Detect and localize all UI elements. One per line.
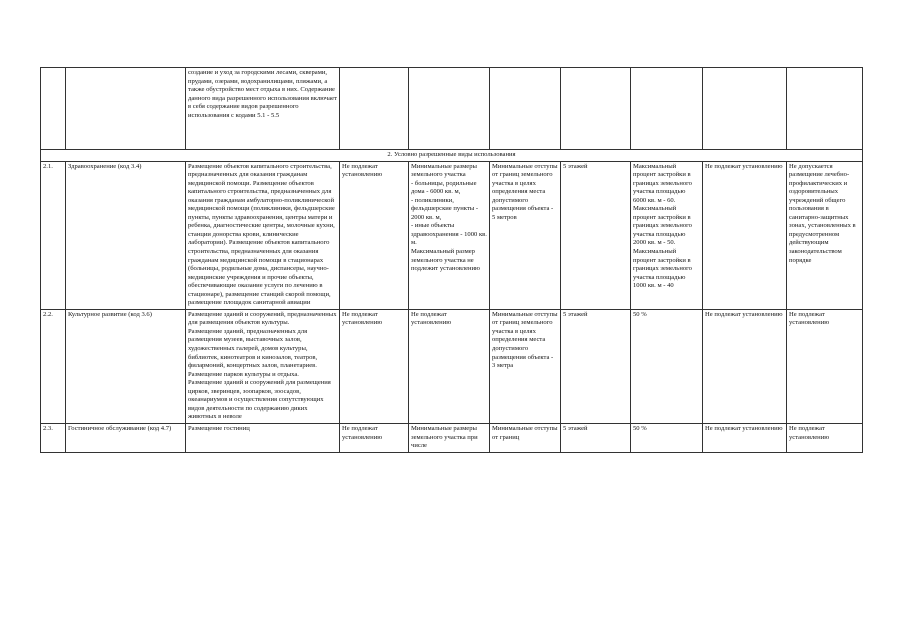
cell-setbacks: Минимальные отступы от границ земельного участка в целях определения места допустимого размещения объекта - 5 метров [490,161,561,309]
cell-other: Не подлежат установлению [703,161,787,309]
cell-setbacks: Минимальные отступы от границ [490,423,561,452]
cell-min-area: Минимальные размеры земельного участка - больницы, родильные дома - 6000 кв. м, - поликлиники, фельдшерские пункты - 2000 кв. м, - иные объекты здравоохранения - 1000 кв. м. Максимальный размер земельного участка не подлежит установлению [409,161,490,309]
cell-max-area: Не подлежат установлению [340,161,409,309]
cell-max-area: Не подлежат установлению [340,309,409,423]
document-page [40,67,862,453]
cell-max-area: Не подлежат установлению [340,423,409,452]
cell-num: 2.3. [41,423,66,452]
cell-description: Размещение гостиниц [186,423,340,452]
cell-coverage: 50 % [631,423,703,452]
cell-setbacks [490,68,561,150]
cell-other: Не подлежат установлению [703,423,787,452]
cell-num: 2.2. [41,309,66,423]
table-row [41,161,863,309]
cell-name: Культурное развитие (код 3.6) [66,309,186,423]
cell-num [41,68,66,150]
cell-coverage: 50 % [631,309,703,423]
cell-floors: 5 этажей [561,423,631,452]
table-row [41,309,863,423]
table-row [41,68,863,150]
cell-min-area: Не подлежат установлению [409,309,490,423]
section-heading: 2. Условно разрешенные виды использования [41,150,863,162]
cell-restrictions: Не подлежат установлению [787,423,863,452]
cell-floors [561,68,631,150]
cell-name [66,68,186,150]
cell-coverage: Максимальный процент застройки в границах земельного участка площадью 6000 кв. м - 60. Максимальный процент застройки в границах земельного участка площадью 2000 кв. м - 50. Максимальный процент застройки в границах земельного участка площадью 1000 кв. м - 40 [631,161,703,309]
cell-name: Гостиничное обслуживание (код 4.7) [66,423,186,452]
table-row [41,423,863,452]
cell-restrictions [787,68,863,150]
cell-floors: 5 этажей [561,309,631,423]
cell-restrictions: Не подлежат установлению [787,309,863,423]
cell-name: Здравоохранение (код 3.4) [66,161,186,309]
cell-floors: 5 этажей [561,161,631,309]
cell-restrictions: Не допускается размещение лечебно-профилактических и оздоровительных учреждений общего пользования в санитарно-защитных зонах, установленных в предусмотренном действующим законодательством порядке [787,161,863,309]
section-heading-row [41,150,863,162]
cell-num: 2.1. [41,161,66,309]
cell-description: Размещение объектов капитального строительства, предназначенных для оказания гражданам медицинской помощи. Размещение объектов капитального строительства, предназначенных для оказания гражданам амбулаторно-поликлинической медицинской помощи (поликлиники, фельдшерские пункты, пункты здравоохранения, центры матери и ребенка, диагностические центры, молочные кухни, станции донорства крови, клинические лаборатории). Размещение объектов капитального строительства, предназначенных для оказания гражданам медицинской помощи в стационарах (больницы, родильные дома, диспансеры, научно-медицинские учреждения и прочие объекты, обеспечивающие оказание услуги по лечению в стационаре), размещение станций скорой помощи, размещение площадок санитарной авиации [186,161,340,309]
cell-setbacks: Минимальные отступы от границ земельного участка в целях определения места допустимого размещения объекта - 3 метра [490,309,561,423]
cell-other: Не подлежат установлению [703,309,787,423]
zoning-regulations-table [40,67,863,453]
cell-coverage [631,68,703,150]
cell-min-area [409,68,490,150]
cell-other [703,68,787,150]
cell-max-area [340,68,409,150]
cell-description: создание и уход за городскими лесами, скверами, прудами, озерами, водохранилищами, пляжами, а также обустройство мест отдыха в них. Содержание данного вида разрешенного использования включает в себя содержание видов разрешенного использования с кодами 5.1 - 5.5 [186,68,340,150]
cell-description: Размещение зданий и сооружений, предназначенных для размещения объектов культуры. Размещение зданий, предназначенных для размещения музеев, выставочных залов, художественных галерей, домов культуры, библиотек, кинотеатров и кинозалов, театров, филармоний, концертных залов, планетариев. Размещение парков культуры и отдыха. Размещение зданий и сооружений для размещения цирков, зверинцев, зоопарков, зоосадов, океанариумов и осуществления сопутствующих видов деятельности по содержанию диких животных в неволе [186,309,340,423]
cell-min-area: Минимальные размеры земельного участка при числе [409,423,490,452]
